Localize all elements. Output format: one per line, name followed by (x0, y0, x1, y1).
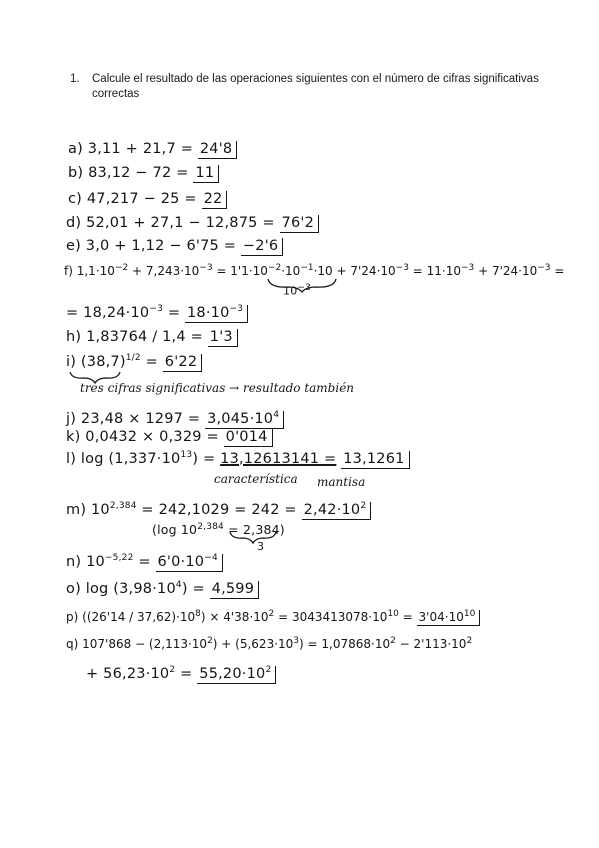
expression-part: = 11·10 (408, 264, 461, 278)
boxed-result: 1'3 (208, 329, 238, 347)
boxed-result: −2'6 (241, 238, 283, 256)
result-text: 55,20·10 (199, 665, 266, 682)
exponent: 2 (265, 665, 272, 675)
expression: 3,0 + 1,12 − 6'75 = (85, 238, 237, 254)
exponent: 4 (273, 410, 280, 420)
boxed-result (197, 666, 276, 684)
exponent: −3 (229, 304, 244, 314)
item-label: e) (66, 238, 81, 254)
result-text: 3'04·10 (418, 610, 464, 624)
expression-part: log (1,337·10 (80, 450, 181, 467)
expression-part: ) × 4'38·10 (200, 610, 269, 624)
expression-part: = 18,24·10 (66, 304, 150, 321)
exponent: 13 (180, 450, 193, 460)
answer-h (66, 329, 238, 345)
exponent: −3 (297, 283, 312, 293)
question-text: Calcule el resultado de las operaciones siguientes con el número de cifras significativas correctas (92, 73, 539, 100)
characteristic-part: 13 (220, 450, 239, 467)
answer-n (66, 553, 223, 570)
exponent: 10 (463, 609, 476, 619)
exponent: 2 (466, 636, 473, 646)
note-three: 3 (257, 540, 265, 553)
expression-part: = (140, 353, 158, 370)
expression: 83,12 − 72 = (88, 165, 189, 181)
boxed-result: 76'2 (280, 215, 319, 233)
answer-m (66, 501, 371, 518)
boxed-result: 24'8 (198, 141, 237, 159)
expression: 47,217 − 25 = (86, 191, 197, 207)
expression: 0,0432 × 0,329 = (85, 429, 219, 445)
exponent: 2 (268, 609, 275, 619)
boxed-result: 13,1261 (341, 451, 409, 469)
boxed-result: 4,599 (210, 581, 260, 599)
answer-p (66, 609, 480, 624)
expression-part: ) + (5,623·10 (212, 637, 294, 651)
note-mantissa: mantisa (317, 475, 366, 489)
expression-part: = (133, 553, 151, 570)
note-log-check (152, 522, 285, 537)
exponent: 2 (207, 636, 213, 646)
brace-value: 10 (283, 284, 298, 298)
answer-l (66, 450, 410, 467)
exponent: 8 (195, 609, 201, 619)
expression-part: = (550, 264, 565, 278)
mantissa-part: ,12613141 = (239, 450, 337, 467)
item-label: d) (66, 215, 82, 231)
exponent: 2,384 (109, 501, 137, 511)
exponent: −3 (460, 263, 475, 273)
answer-c (68, 191, 227, 207)
expression-part: + 7'24·10 (474, 264, 538, 278)
expression-part: ) = (181, 580, 205, 597)
expression-part: = (398, 610, 413, 624)
expression-part: 1,1·10 (76, 264, 115, 278)
item-label: p) (66, 610, 79, 624)
expression: 3,11 + 21,7 = (87, 141, 194, 157)
boxed-result (417, 610, 481, 626)
expression-part: + 7,243·10 (128, 264, 200, 278)
item-label: f) (64, 264, 73, 278)
answer-i (66, 353, 202, 370)
exponent: −4 (204, 553, 218, 563)
exponent: 2 (169, 665, 176, 675)
expression-part: = (163, 304, 185, 321)
question-number: 1. (70, 73, 80, 85)
power-base: 10 (86, 553, 105, 570)
expression-part: log (3,98·10 (85, 580, 176, 597)
note-significant-figures: tres cifras significativas → resultado también (80, 381, 355, 395)
exponent: −2 (267, 263, 282, 273)
expression-part: + 56,23·10 (86, 665, 170, 682)
exponent: 10 (387, 609, 399, 619)
exponent: 2 (390, 636, 396, 646)
boxed-result: 0'014 (224, 429, 273, 447)
expression-part: = 1'1·10 (212, 264, 268, 278)
boxed-result (302, 502, 372, 520)
expression-part: 107'868 − (2,113·10 (82, 637, 208, 651)
expression-part: = 3043413078·10 (274, 610, 388, 624)
exponent: −3 (199, 263, 213, 273)
result-text: 2,42·10 (303, 501, 361, 518)
item-label: b) (68, 165, 84, 181)
note-part: (log 10 (152, 522, 198, 538)
note-characteristic: característica (214, 472, 298, 486)
answer-d (66, 215, 319, 231)
boxed-result (156, 554, 223, 572)
item-label: c) (68, 191, 83, 207)
exponent: 2 (360, 501, 367, 511)
answer-f (64, 263, 564, 278)
result-text: 3,045·10 (207, 410, 274, 427)
exponent: −3 (537, 263, 551, 273)
answer-q-continued (86, 665, 276, 682)
expression-part: = (175, 665, 193, 682)
exponent: 2,384 (197, 522, 224, 532)
item-label: a) (68, 141, 83, 157)
answer-q (66, 636, 472, 651)
exponent: 1/2 (125, 353, 141, 363)
boxed-result: 11 (193, 165, 219, 183)
power-base: 10 (91, 501, 110, 518)
expression-part: ·10 + 7'24·10 (313, 264, 396, 278)
boxed-result (185, 305, 248, 323)
result-text: 18·10 (186, 304, 230, 321)
exponent: −3 (395, 263, 409, 273)
exponent: −1 (300, 263, 314, 273)
exponent: −2 (114, 263, 129, 273)
item-label: q) (66, 637, 79, 651)
item-label: n) (66, 553, 82, 570)
answer-j (66, 410, 284, 427)
note-part: = 2,384) (223, 522, 285, 538)
answer-o (66, 580, 259, 597)
expression: 52,01 + 27,1 − 12,875 = (86, 215, 275, 231)
answer-e (66, 238, 283, 254)
result-text: 6'0·10 (157, 553, 205, 570)
boxed-result: 22 (202, 191, 228, 209)
item-label: j) (66, 410, 77, 427)
expression: 1,83764 / 1,4 = (86, 329, 203, 345)
answer-f-continued (66, 304, 248, 321)
brace-note-f (283, 283, 311, 298)
item-label: i) (66, 353, 77, 370)
expression-part: (38,7) (80, 353, 126, 370)
expression-part: ) = 1,07868·10 (299, 637, 391, 651)
expression: 23,48 × 1297 = (80, 410, 201, 427)
item-label: h) (66, 329, 82, 345)
boxed-result (205, 411, 284, 429)
boxed-result: 6'22 (163, 354, 202, 372)
exponent: −3 (149, 304, 164, 314)
expression-part: ·10 (281, 264, 301, 278)
expression-part: ) = (192, 450, 216, 467)
answer-k (66, 429, 273, 445)
expression-part: − 2'113·10 (395, 637, 467, 651)
item-label: o) (66, 580, 81, 597)
item-label: m) (66, 501, 87, 518)
answer-b (68, 165, 219, 181)
exponent: −5,22 (104, 553, 134, 563)
expression-part: ((26'14 / 37,62)·10 (82, 610, 196, 624)
expression-part: = 242,1029 = 242 = (136, 501, 297, 518)
item-label: k) (66, 429, 81, 445)
exponent: 4 (175, 580, 182, 590)
answer-a (68, 141, 237, 157)
item-label: l) (66, 450, 77, 467)
exponent: 3 (293, 636, 300, 646)
